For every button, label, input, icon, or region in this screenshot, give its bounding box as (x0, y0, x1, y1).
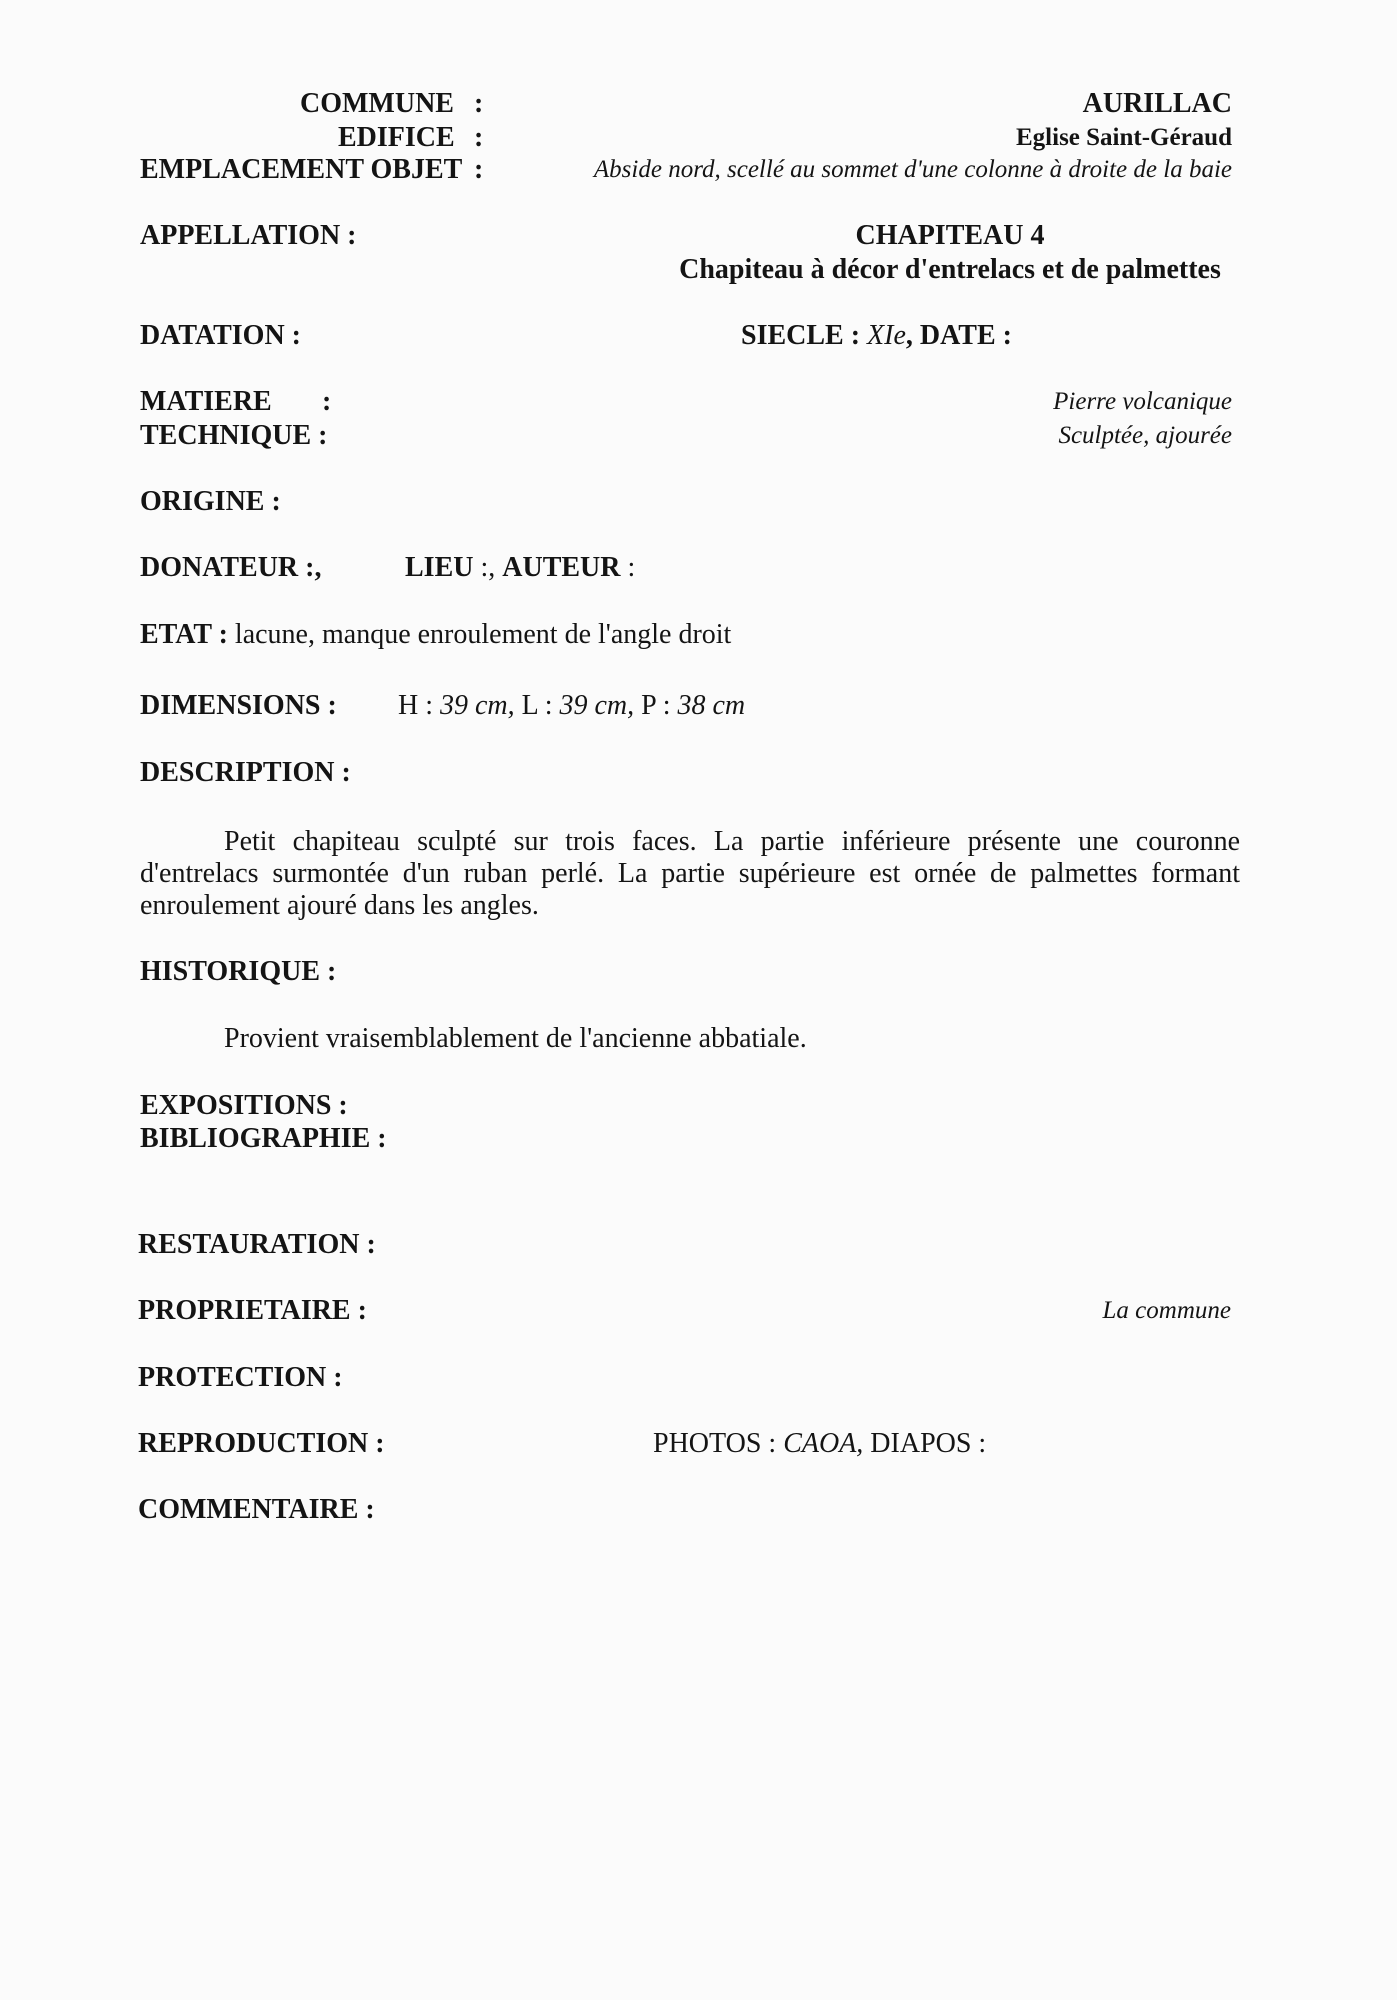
commune-value: AURILLAC (1082, 88, 1232, 119)
reproduction-label: REPRODUCTION : (138, 1428, 385, 1459)
dim-p-value: 38 cm (677, 690, 746, 721)
siecle-label: SIECLE : (741, 320, 861, 351)
photos-value: CAOA, (783, 1428, 864, 1459)
etat-field (140, 619, 731, 651)
edifice-value: Eglise Saint-Géraud (1016, 124, 1232, 151)
dim-l-label: L : (521, 690, 553, 721)
matiere-colon: : (322, 386, 332, 417)
dim-l-value: 39 cm, (559, 690, 635, 721)
datation-label: DATATION : (140, 320, 301, 351)
proprietaire-value: La commune (1102, 1297, 1231, 1324)
auteur-colon: : (627, 552, 636, 583)
dim-h-value: 39 cm, (440, 690, 515, 721)
auteur-label: AUTEUR (502, 552, 621, 583)
etat-label: ETAT : (140, 619, 228, 650)
protection-label: PROTECTION : (138, 1362, 343, 1393)
siecle-field (741, 320, 1012, 352)
appellation-title: CHAPITEAU 4 (855, 220, 1045, 251)
dimensions-label: DIMENSIONS : (140, 690, 337, 721)
appellation-subtitle: Chapiteau à décor d'entrelacs et de palmettes (679, 254, 1221, 285)
commune-colon: : (474, 88, 484, 119)
date-label: , DATE : (905, 320, 1012, 351)
reproduction-values (653, 1428, 986, 1460)
etat-value: lacune, manque enroulement de l'angle droit (234, 619, 732, 650)
proprietaire-label: PROPRIETAIRE : (138, 1295, 367, 1326)
historique-text: Provient vraisemblablement de l'ancienne abbatiale. (224, 1023, 807, 1054)
appellation-label: APPELLATION : (140, 220, 357, 251)
dimensions-values (398, 690, 745, 722)
technique-label: TECHNIQUE : (140, 420, 328, 451)
matiere-label: MATIERE (140, 386, 272, 417)
commune-label: COMMUNE (300, 88, 454, 119)
photos-label: PHOTOS : (653, 1428, 777, 1459)
dim-h-label: H : (398, 690, 433, 721)
edifice-label: EDIFICE (338, 122, 455, 153)
dim-p-label: P : (641, 690, 671, 721)
siecle-value: XIe (867, 320, 906, 351)
edifice-colon: : (474, 122, 484, 153)
description-label: DESCRIPTION : (140, 757, 351, 788)
historique-label: HISTORIQUE : (140, 956, 337, 987)
donateur-label: DONATEUR :, (140, 552, 322, 583)
diapos-label: DIAPOS : (870, 1428, 987, 1459)
emplacement-value: Abside nord, scellé au sommet d'une colonne à droite de la baie (593, 156, 1232, 183)
origine-label: ORIGINE : (140, 486, 281, 517)
expositions-label: EXPOSITIONS : (140, 1090, 348, 1121)
technique-value: Sculptée, ajourée (1058, 422, 1232, 449)
restauration-label: RESTAURATION : (138, 1229, 376, 1260)
lieu-label: LIEU (405, 552, 474, 583)
emplacement-colon: : (474, 154, 484, 185)
emplacement-label: EMPLACEMENT OBJET (140, 154, 463, 185)
lieu-sep: :, (480, 552, 496, 583)
bibliographie-label: BIBLIOGRAPHIE : (140, 1123, 387, 1154)
description-text: Petit chapiteau sculpté sur trois faces. La partie inférieure présente une couronne d'entrelacs surmontée d'un ruban perlé. La partie supérieure est ornée de palmettes formant enroulement ajouré dans les angles. (140, 826, 1240, 921)
lieu-auteur-field (405, 552, 635, 584)
commentaire-label: COMMENTAIRE : (138, 1494, 375, 1525)
matiere-value: Pierre volcanique (1053, 388, 1232, 415)
